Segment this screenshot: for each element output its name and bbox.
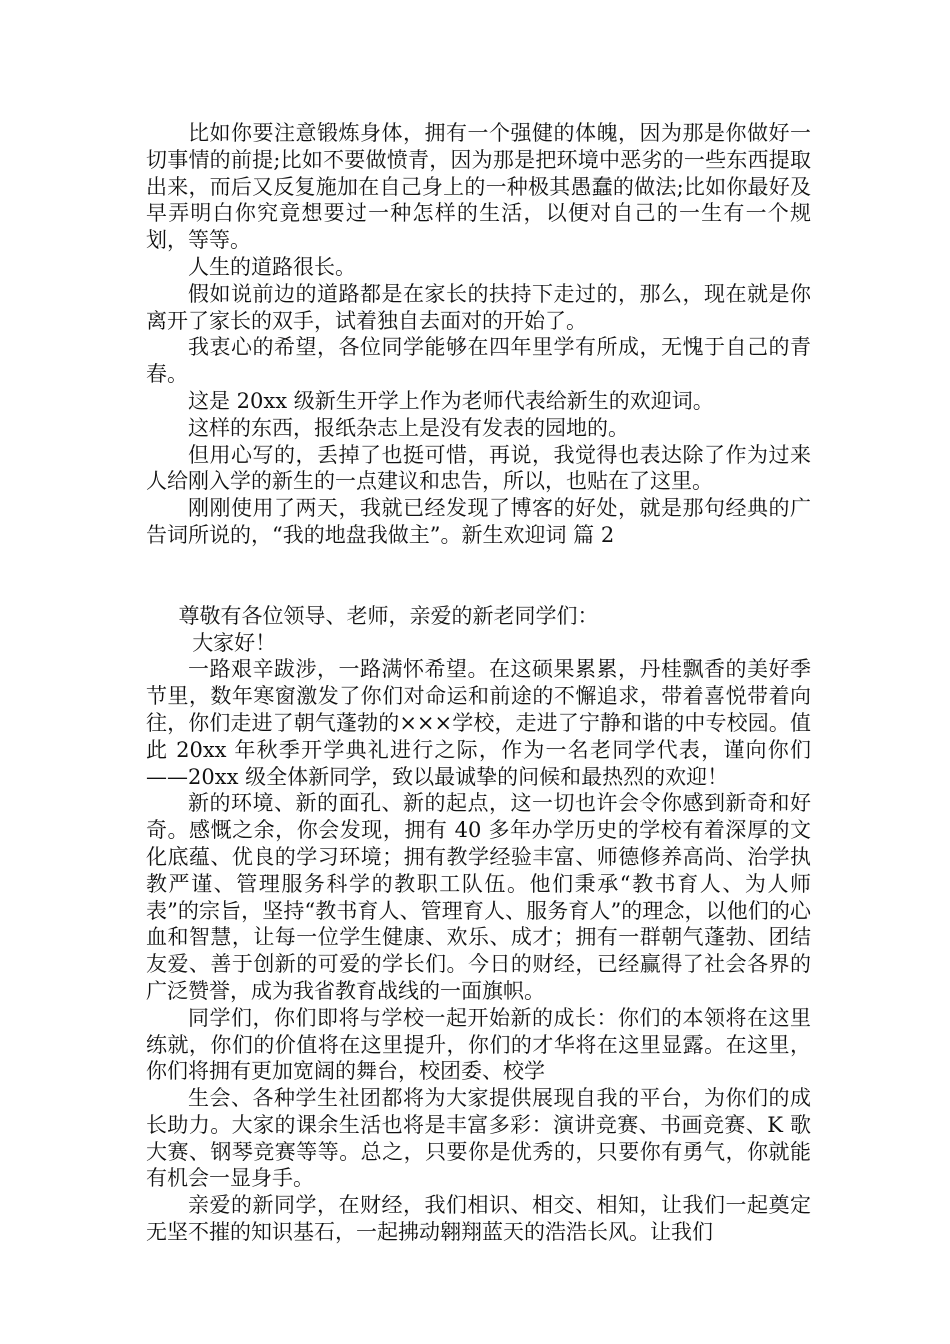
paragraph: 但用心写的，丢掉了也挺可惜，再说，我觉得也表达除了作为过来人给刚入学的新生的一点建议和忠告，所以，也贴在了这里。	[146, 442, 811, 494]
paragraph: 这样的东西，报纸杂志上是没有发表的园地的。	[188, 415, 629, 440]
paragraph: 比如你要注意锻炼身体，拥有一个强健的体魄，因为那是你做好一切事情的前提;比如不要做愤青，因为那是把环境中恶劣的一些东西提取出来，而后又反复施加在自己身上的一种极其愚蠢的做法;比如你最好及早弄明白你究竟想要过一种怎样的生活，以便对自己的一生有一个规划，等等。	[146, 121, 811, 253]
greeting: 大家好！	[192, 630, 277, 655]
paragraph: 我衷心的希望，各位同学能够在四年里学有所成，无愧于自己的青春。	[146, 335, 811, 387]
paragraph: 假如说前边的道路都是在家长的扶持下走过的，那么，现在就是你离开了家长的双手，试着独自去面对的开始了。	[146, 281, 811, 333]
salutation: 尊敬有各位领导、老师，亲爱的新老同学们：	[178, 603, 599, 628]
paragraph: 同学们，你们即将与学校一起开始新的成长：你们的本领将在这里练就，你们的价值将在这里提升，你们的才华将在这里显露。在这里，你们将拥有更加宽阔的舞台，校团委、校学	[146, 1005, 811, 1084]
section-gap	[146, 549, 811, 603]
paragraph: 人生的道路很长。	[188, 254, 356, 279]
paragraph: 一路艰辛跋涉，一路满怀希望。在这硕果累累，丹桂飘香的美好季节里，数年寒窗激发了你们对命运和前途的不懈追求，带着喜悦带着向往，你们走进了朝气蓬勃的×××学校，走进了宁静和谐的中专校园。值此 20xx 年秋季开学典礼进行之际，作为一名老同学代表，谨向你们——20xx 级全体新同学，致以最诚挚的问候和最热烈的欢迎！	[146, 657, 811, 789]
paragraph: 生会、各种学生社团都将为大家提供展现自我的平台，为你们的成长助力。大家的课余生活也将是丰富多彩：演讲竞赛、书画竞赛、K 歌大赛、钢琴竞赛等等。总之，只要你是优秀的，只要你有勇气，你就能有机会一显身手。	[146, 1086, 811, 1191]
document-page	[146, 120, 811, 1246]
paragraph: 刚刚使用了两天，我就已经发现了博客的好处，就是那句经典的广告词所说的，“我的地盘我做主”。新生欢迎词 篇 2	[146, 496, 811, 547]
paragraph: 亲爱的新同学，在财经，我们相识、相交、相知，让我们一起奠定无坚不摧的知识基石，一起拂动翱翔蓝天的浩浩长风。让我们	[146, 1193, 811, 1245]
paragraph: 这是 20xx 级新生开学上作为老师代表给新生的欢迎词。	[188, 388, 714, 413]
paragraph: 新的环境、新的面孔、新的起点，这一切也许会令你感到新奇和好奇。感慨之余，你会发现，拥有 40 多年办学历史的学校有着深厚的文化底蕴、优良的学习环境；拥有教学经验丰富、师德修养高尚、治学执教严谨、管理服务科学的教职工队伍。他们秉承“教书育人、为人师表”的宗旨，坚持“教书育人、管理育人、服务育人”的理念，以他们的心血和智慧，让每一位学生健康、欢乐、成才；拥有一群朝气蓬勃、团结友爱、善于创新的可爱的学长们。今日的财经，已经赢得了社会各界的广泛赞誉，成为我省教育战线的一面旗帜。	[146, 791, 811, 1003]
